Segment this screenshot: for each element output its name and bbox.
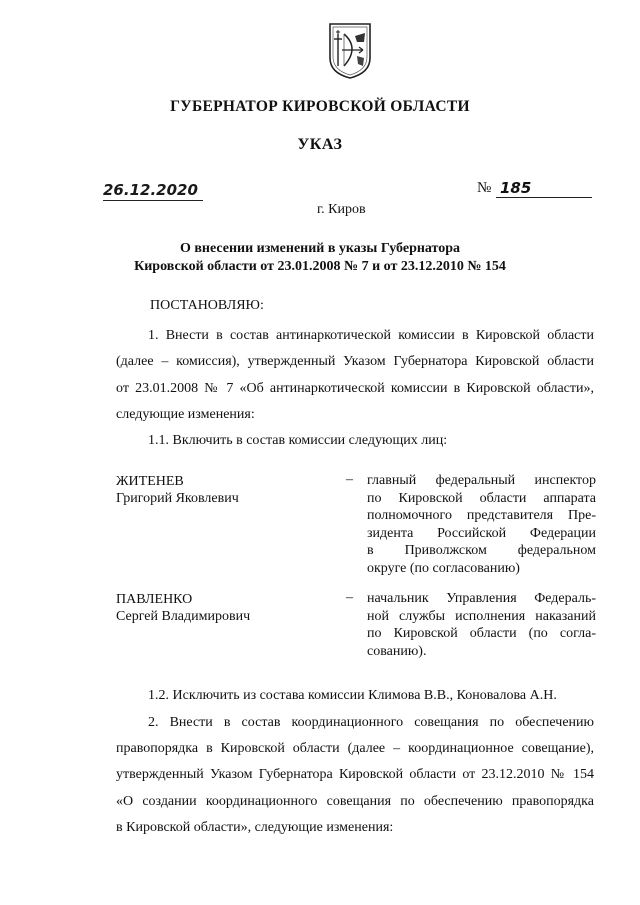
paragraph-1-line-2: (далее – комиссия), утвержденный Указом Губернатора Кировской области (116, 354, 594, 369)
paragraph-1-2: 1.2. Исключить из состава комиссии Климова В.В., Коновалова А.Н. (148, 688, 557, 703)
document-date: 26.12.2020 (103, 181, 203, 201)
document-type: УКАЗ (297, 136, 343, 153)
person-2-dash: – (346, 590, 353, 605)
person-1-desc-line: по Кировской области аппарата (367, 490, 596, 506)
city: г. Киров (317, 202, 366, 217)
paragraph-1-1: 1.1. Включить в состав комиссии следующих лиц: (148, 433, 448, 448)
person-1-desc-line: зидента Российской Федерации (367, 525, 596, 541)
paragraph-2-line-1: 2. Внести в состав координационного совещания по обеспечению (148, 715, 594, 730)
paragraph-2-line-4: «О создании координационного совещания по обеспечению правопорядка (116, 794, 594, 809)
person-2-description (367, 590, 596, 660)
paragraph-2-line-2: правопорядка в Кировской области (далее – координационное совещание), (116, 741, 594, 756)
decree-word: ПОСТАНОВЛЯЮ: (150, 298, 264, 313)
subject-line-1: О внесении изменений в указы Губернатора (179, 241, 461, 256)
paragraph-2-line-5: в Кировской области», следующие изменения: (116, 820, 394, 835)
subject-line-2: Кировской области от 23.01.2008 № 7 и от 23.12.2010 № 154 (134, 259, 506, 274)
person-1-desc-line: в Приволжском федеральном (367, 543, 596, 558)
document-number: 185 (496, 179, 592, 198)
person-1-desc-line: округе (по согласованию) (367, 560, 520, 576)
paragraph-1-line-1: 1. Внести в состав антинаркотической комиссии в Кировской области (148, 328, 594, 343)
document-subject (0, 240, 640, 276)
paragraph-1-line-3: от 23.01.2008 № 7 «Об антинаркотической комиссии в Кировской области», (116, 381, 594, 396)
coat-of-arms-emblem (327, 20, 373, 80)
person-2-surname: ПАВЛЕНКО (116, 592, 193, 607)
number-label: № (477, 180, 492, 196)
paragraph-1-line-4: следующие изменения: (116, 407, 255, 422)
person-2-name: Сергей Владимирович (116, 609, 251, 624)
authority-title: ГУБЕРНАТОР КИРОВСКОЙ ОБЛАСТИ (170, 98, 470, 115)
person-1-dash: – (346, 472, 353, 487)
person-1-desc-line: главный федеральный инспектор (367, 473, 596, 488)
person-1-surname: ЖИТЕНЕВ (116, 474, 184, 489)
paragraph-2-line-3: утвержденный Указом Губернатора Кировской области от 23.12.2010 № 154 (116, 767, 594, 782)
person-1-description (367, 472, 596, 577)
person-2-desc-line: по Кировской области (по согла- (367, 626, 596, 641)
person-1-name: Григорий Яковлевич (116, 491, 239, 506)
person-2-desc-line: ной службы исполнения наказаний (367, 608, 596, 624)
person-1-desc-line: полномочного представителя Пре- (367, 508, 596, 523)
person-2-desc-line: сованию). (367, 643, 427, 659)
person-2-desc-line: начальник Управления Федераль- (367, 591, 596, 606)
